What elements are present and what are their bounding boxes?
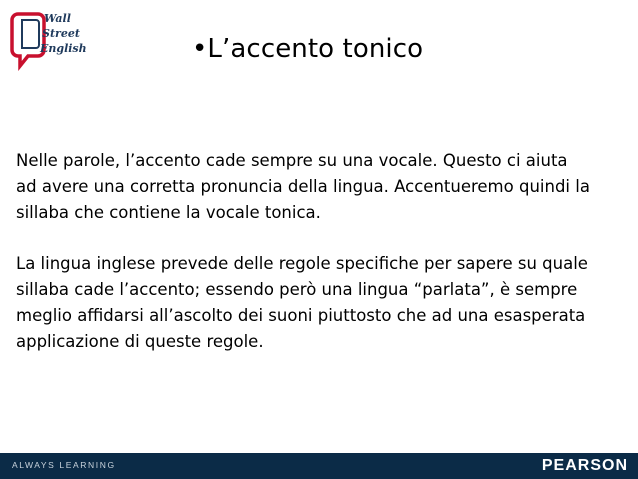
logo-text-wall: Wall [44,12,71,25]
logo-text-english: English [40,42,87,55]
footer-bar [0,453,638,479]
wall-street-english-logo [8,6,100,72]
slide-title: •L’accento tonico [192,34,424,64]
paragraph-line: Nelle parole, l’accento cade sempre su una vocale. Questo ci aiuta [16,151,568,170]
paragraph-line: meglio affidarsi all’ascolto dei suoni piuttosto che ad una esasperata [16,306,586,325]
paragraph-line: La lingua inglese prevede delle regole specifiche per sapere su quale [16,254,588,273]
paragraph-line: applicazione di queste regole. [16,332,264,351]
logo-mark [8,6,100,72]
paragraph-line: sillaba che contiene la vocale tonica. [16,203,321,222]
paragraph-line: sillaba cade l’accento; essendo però una lingua “parlata”, è sempre [16,280,578,299]
paragraph-english-rules [16,251,626,355]
paragraph-accent-rule [16,148,626,226]
paragraph-line: ad avere una corretta pronuncia della lingua. Accentueremo quindi la [16,177,590,196]
logo-text-street: Street [42,27,80,40]
pearson-logo: PEARSON [541,457,628,474]
footer-tagline: ALWAYS LEARNING [12,460,116,470]
